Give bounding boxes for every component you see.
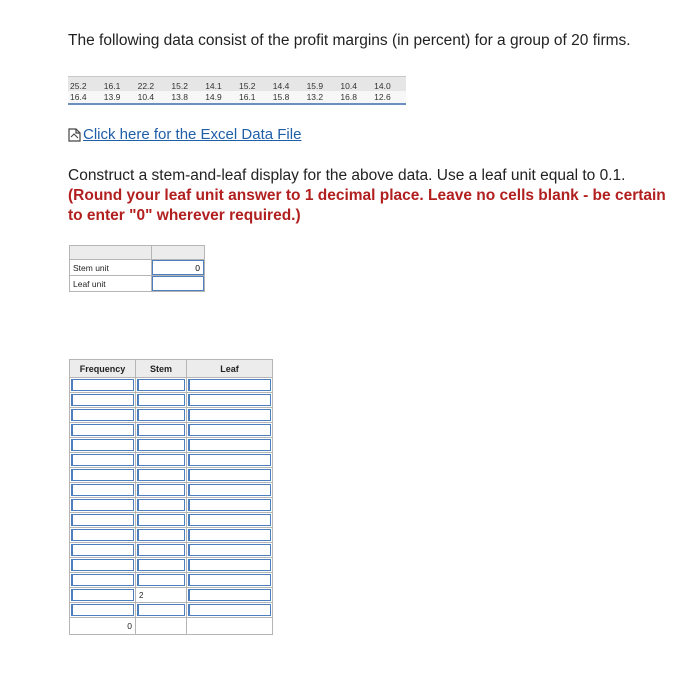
stem-input[interactable] — [137, 604, 185, 616]
table-row — [70, 423, 273, 438]
data-cell: 15.9 — [305, 77, 339, 92]
frequency-input[interactable] — [71, 604, 134, 616]
stem-input[interactable] — [137, 544, 185, 556]
stem-input[interactable] — [137, 529, 185, 541]
data-cell: 14.0 — [372, 77, 406, 92]
stem-input[interactable] — [137, 424, 185, 436]
data-cell: 14.1 — [203, 77, 237, 92]
table-row — [70, 588, 273, 603]
stem-header: Stem — [136, 360, 187, 378]
stem-input[interactable] — [137, 514, 185, 526]
data-cell: 12.6 — [372, 91, 406, 104]
data-cell: 15.2 — [237, 77, 271, 92]
data-table — [68, 76, 406, 105]
data-cell: 14.4 — [271, 77, 305, 92]
data-cell: 16.1 — [102, 77, 136, 92]
frequency-input[interactable] — [71, 574, 134, 586]
data-cell: 16.8 — [338, 91, 372, 104]
frequency-input[interactable] — [71, 559, 134, 571]
frequency-input[interactable] — [71, 514, 134, 526]
table-row — [70, 603, 273, 618]
leaf-input[interactable] — [188, 484, 271, 496]
data-cell: 14.9 — [203, 91, 237, 104]
stem-input[interactable] — [137, 499, 185, 511]
stem-prefilled-value: 2 — [139, 590, 144, 600]
frequency-input[interactable] — [71, 379, 134, 391]
frequency-input[interactable] — [71, 544, 134, 556]
data-cell: 22.2 — [136, 77, 170, 92]
stem-input[interactable] — [137, 379, 185, 391]
total-row — [70, 618, 273, 635]
leaf-input[interactable] — [188, 394, 271, 406]
leaf-unit-label: Leaf unit — [70, 276, 152, 292]
stem-input[interactable] — [137, 439, 185, 451]
table-row — [70, 498, 273, 513]
question-text: The following data consist of the profit margins (in percent) for a group of 20 firms. — [68, 32, 631, 49]
data-cell: 13.2 — [305, 91, 339, 104]
data-row — [68, 77, 406, 92]
instructions-main: Construct a stem-and-leaf display for the above data. Use a leaf unit equal to 0.1. — [68, 167, 626, 184]
leaf-input[interactable] — [188, 574, 271, 586]
stem-leaf-table — [69, 359, 273, 635]
data-cell: 13.9 — [102, 91, 136, 104]
stem-input[interactable] — [137, 454, 185, 466]
instructions-bold: (Round your leaf unit answer to 1 decimal place. Leave no cells blank - be certain to enter "0" wherever required.) — [68, 187, 666, 224]
table-row — [70, 543, 273, 558]
data-cell: 16.4 — [68, 91, 102, 104]
stem-unit-label: Stem unit — [70, 260, 152, 276]
document-icon — [68, 128, 81, 142]
frequency-input[interactable] — [71, 394, 134, 406]
data-row — [68, 91, 406, 104]
frequency-header: Frequency — [70, 360, 136, 378]
data-cell: 10.4 — [136, 91, 170, 104]
leaf-input[interactable] — [188, 529, 271, 541]
leaf-input[interactable] — [188, 514, 271, 526]
table-row — [70, 393, 273, 408]
data-cell: 15.8 — [271, 91, 305, 104]
leaf-input[interactable] — [188, 379, 271, 391]
leaf-header: Leaf — [187, 360, 273, 378]
table-row — [70, 528, 273, 543]
frequency-input[interactable] — [71, 424, 134, 436]
frequency-input[interactable] — [71, 454, 134, 466]
leaf-input[interactable] — [188, 589, 271, 601]
leaf-input[interactable] — [188, 499, 271, 511]
instructions — [68, 166, 668, 226]
table-row — [70, 513, 273, 528]
stem-input[interactable] — [137, 409, 185, 421]
table-row — [70, 558, 273, 573]
leaf-input[interactable] — [188, 559, 271, 571]
leaf-unit-input[interactable] — [152, 276, 204, 291]
leaf-input[interactable] — [188, 439, 271, 451]
unit-table — [69, 245, 205, 292]
data-cell: 16.1 — [237, 91, 271, 104]
leaf-input[interactable] — [188, 604, 271, 616]
leaf-input[interactable] — [188, 469, 271, 481]
frequency-input[interactable] — [71, 439, 134, 451]
excel-data-link[interactable] — [68, 126, 301, 143]
data-cell: 10.4 — [338, 77, 372, 92]
frequency-input[interactable] — [71, 409, 134, 421]
frequency-input[interactable] — [71, 484, 134, 496]
frequency-input[interactable] — [71, 499, 134, 511]
leaf-input[interactable] — [188, 424, 271, 436]
total-frequency: 0 — [70, 618, 136, 635]
table-row — [70, 438, 273, 453]
data-cell: 15.2 — [169, 77, 203, 92]
data-cell: 25.2 — [68, 77, 102, 92]
stem-input[interactable] — [137, 469, 185, 481]
excel-link-text[interactable]: Click here for the Excel Data File — [83, 126, 302, 143]
table-row — [70, 483, 273, 498]
frequency-input[interactable] — [71, 529, 134, 541]
table-row — [70, 573, 273, 588]
leaf-input[interactable] — [188, 409, 271, 421]
stem-input[interactable] — [137, 574, 185, 586]
stem-input[interactable] — [137, 394, 185, 406]
frequency-input[interactable] — [71, 469, 134, 481]
data-cell: 13.8 — [169, 91, 203, 104]
table-row — [70, 453, 273, 468]
stem-unit-input[interactable] — [152, 260, 204, 275]
table-row — [70, 468, 273, 483]
table-row — [70, 408, 273, 423]
leaf-input[interactable] — [188, 544, 271, 556]
frequency-input[interactable] — [71, 589, 134, 601]
leaf-input[interactable] — [188, 454, 271, 466]
table-row — [70, 378, 273, 393]
stem-input[interactable] — [137, 559, 185, 571]
stem-input[interactable] — [137, 484, 185, 496]
